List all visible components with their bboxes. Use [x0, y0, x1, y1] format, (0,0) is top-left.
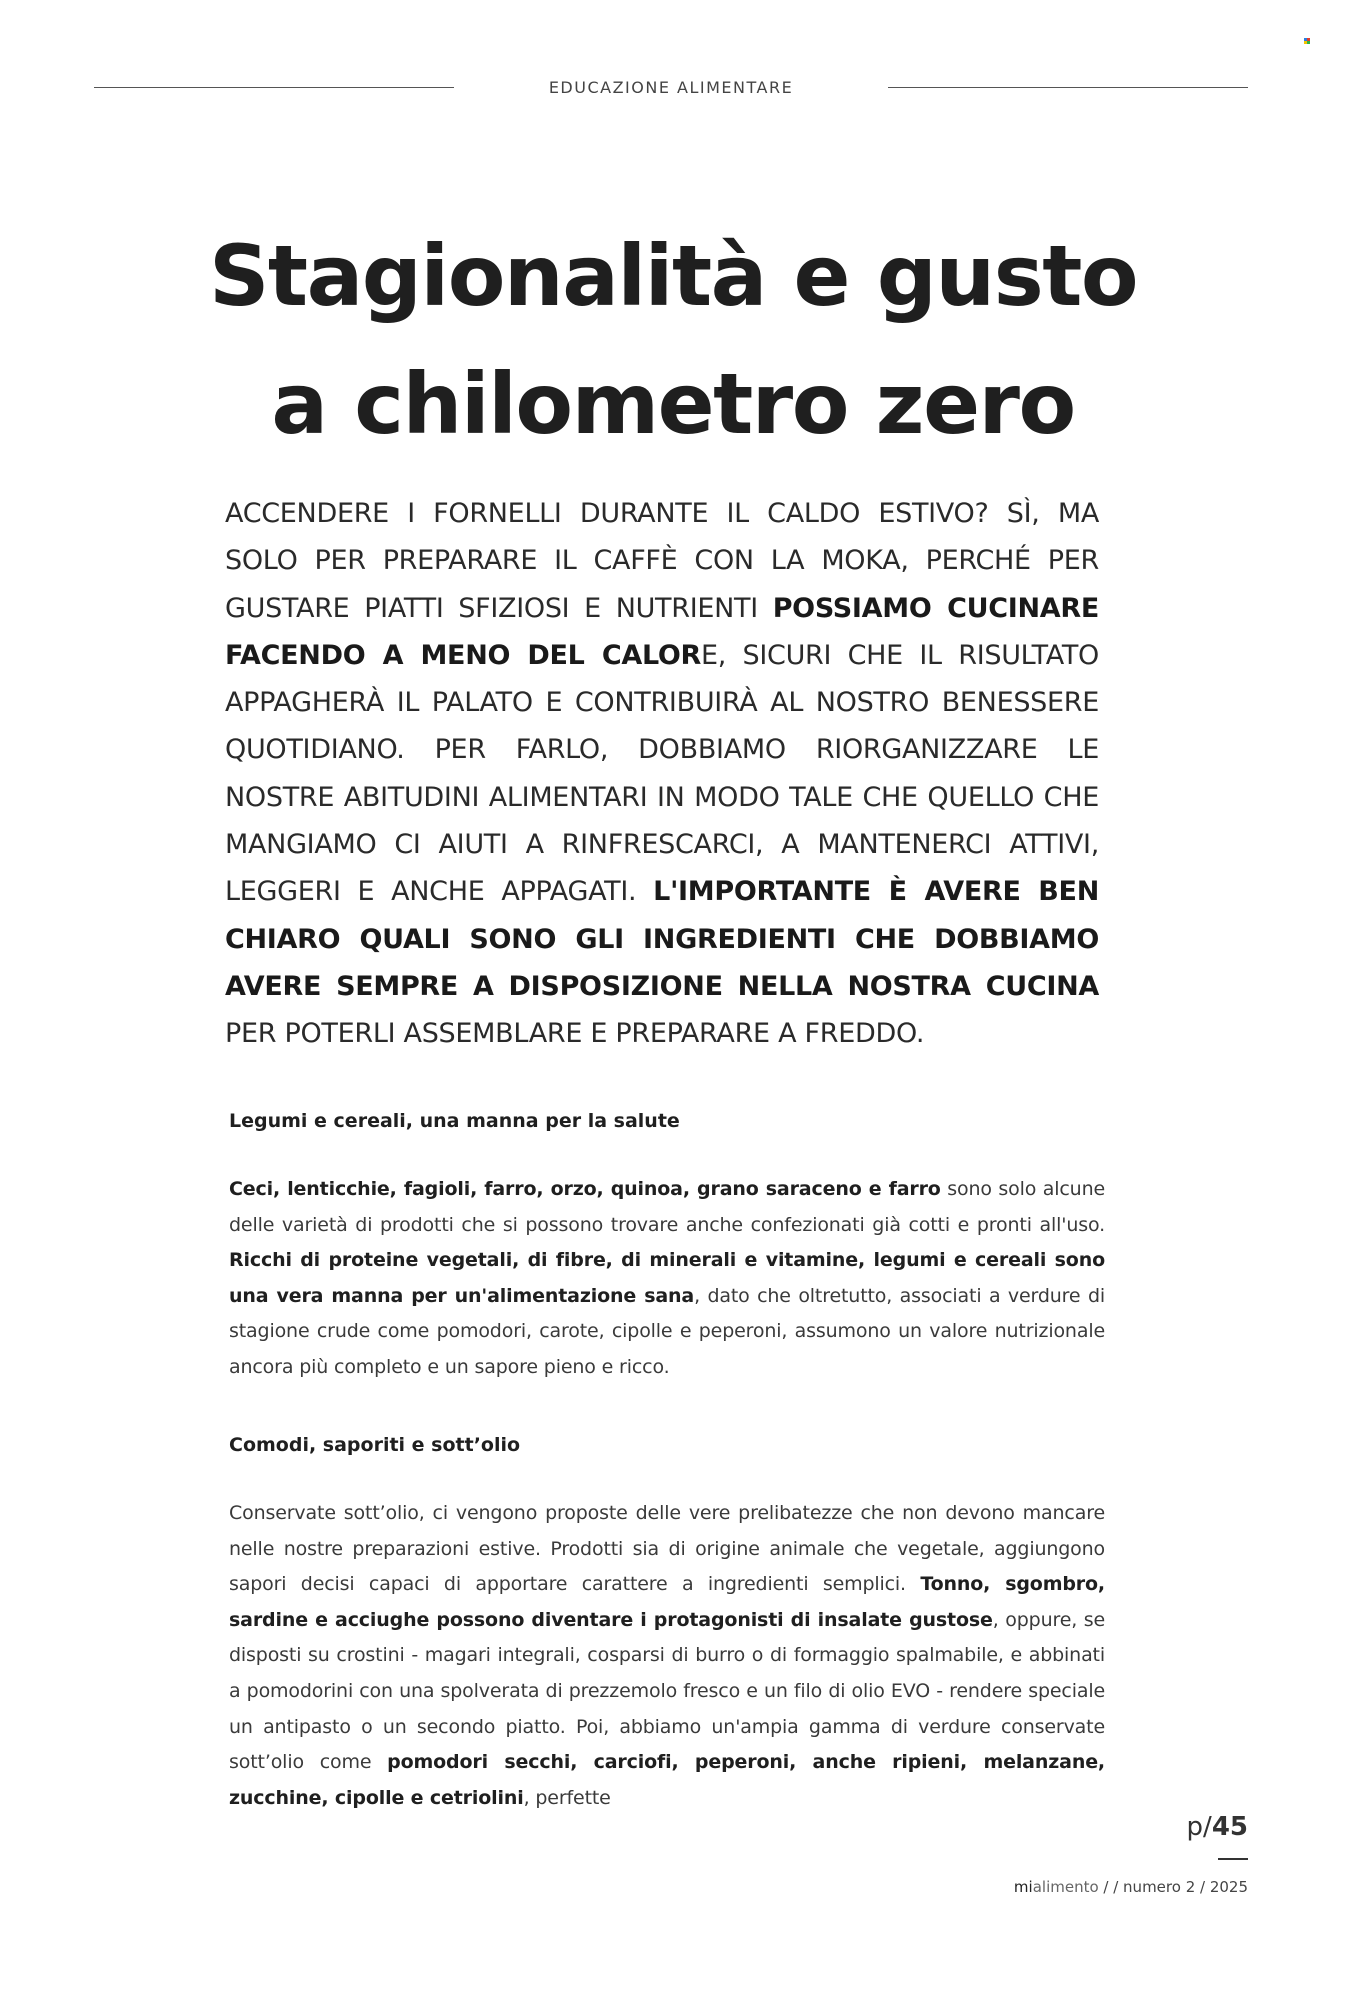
lead-text-2: E, SICURI CHE IL RISULTATO APPAGHERÀ IL PALATO E CONTRIBUIRÀ AL NOSTRO BENESSERE QUOTIDIANO. PER FARLO, DOBBIAMO RIORGANIZZARE LE NOSTRE ABITUDINI ALIMENTARI IN MODO TALE CHE QUELLO CHE MANGIAMO CI AIUTI A RINFRESCARCI, A MANTENERCI ATTIVI, LEGGERI E ANCHE APPAGATI. [225, 639, 1099, 908]
magazine-footer [1014, 1878, 1248, 1896]
s2-bold-2: pomodori secchi, carciofi, peperoni, anche ripieni, melanzane, zucchine, cipolle e cetriolini [229, 1751, 1105, 1809]
section-label: EDUCAZIONE ALIMENTARE [548, 78, 794, 97]
lead-text-1: ACCENDERE I FORNELLI DURANTE IL CALDO ESTIVO? SÌ, MA SOLO PER PREPARARE IL CAFFÈ CON LA MOKA, PERCHÉ PER GUSTARE PIATTI SFIZIOSI E NUTRIENTI [225, 498, 1099, 624]
page-header [94, 74, 1248, 108]
header-rule-right [888, 87, 1248, 88]
article-title [160, 212, 1186, 468]
s2-bold-1: Tonno, sgombro, sardine e acciughe possono diventare i protagonisti di insalate gustose [229, 1573, 1105, 1631]
section-2-body [229, 1496, 1105, 1816]
section-1-paragraph [229, 1172, 1105, 1386]
lead-bold-2: L'IMPORTANTE È AVERE BEN CHIARO QUALI SONO GLI INGREDIENTI CHE DOBBIAMO AVERE SEMPRE A DISPOSIZIONE NELLA NOSTRA CUCINA [225, 876, 1099, 1002]
lead-paragraph [225, 490, 1099, 1058]
s1-bold-1: Ceci, lenticchie, fagioli, farro, orzo, quinoa, grano saraceno e farro [229, 1178, 941, 1200]
s2-text-1: Conservate sott’olio, ci vengono proposte delle vere prelibatezze che non devono mancare nelle nostre preparazioni estive. Prodotti sia di origine animale che vegetale, aggiungono sapori decisi capaci di apportare carattere a ingredienti semplici. [229, 1502, 1105, 1596]
lead-text-3: PER POTERLI ASSEMBLARE E PREPARARE A FREDDO. [225, 1018, 925, 1050]
s1-text-1: sono solo alcune delle varietà di prodotti che si possono trovare anche confezionati già cotti e pronti all'uso. [229, 1178, 1106, 1236]
title-line-2: a chilometro zero [271, 355, 1075, 453]
section-2-heading: Comodi, saporiti e sott’olio [229, 1434, 521, 1456]
s2-text-2: , oppure, se disposti su crostini - magari integrali, cosparsi di burro o di formaggio spalmabile, e abbinati a pomodorini con una spolverata di prezzemolo fresco e un filo di olio EVO - rendere speciale un antipasto o un secondo piatto. Poi, abbiamo un'ampia gamma di verdure conservate sott’olio come [229, 1608, 1105, 1774]
page-number-value: 45 [1211, 1812, 1248, 1842]
s2-text-3: , perfette [523, 1786, 611, 1809]
issue-info: / / numero 2 / 2025 [1098, 1878, 1248, 1896]
brand-mi: mi [1013, 1878, 1033, 1896]
brand-alimento: alimento [1032, 1878, 1099, 1896]
s1-bold-2: Ricchi di proteine vegetali, di fibre, di minerali e vitamine, legumi e cereali sono una vera manna per un'alimentazione sana [229, 1249, 1105, 1307]
corner-mark [1304, 38, 1310, 44]
lead-bold-1: POSSIAMO CUCINARE FACENDO A MENO DEL CALOR [225, 592, 1100, 671]
page-prefix: p/ [1186, 1812, 1212, 1842]
s1-text-2: , dato che oltretutto, associati a verdure di stagione crude come pomodori, carote, cipolle e peperoni, assumono un valore nutrizionale ancora più completo e un sapore pieno e ricco. [229, 1284, 1105, 1378]
section-1-heading: Legumi e cereali, una manna per la salute [229, 1110, 680, 1132]
section-1-body [229, 1172, 1105, 1386]
page-number [1187, 1812, 1248, 1842]
page-number-rule [1218, 1858, 1248, 1860]
section-2-paragraph [229, 1496, 1105, 1816]
title-line-1: Stagionalità e gusto [208, 227, 1138, 325]
